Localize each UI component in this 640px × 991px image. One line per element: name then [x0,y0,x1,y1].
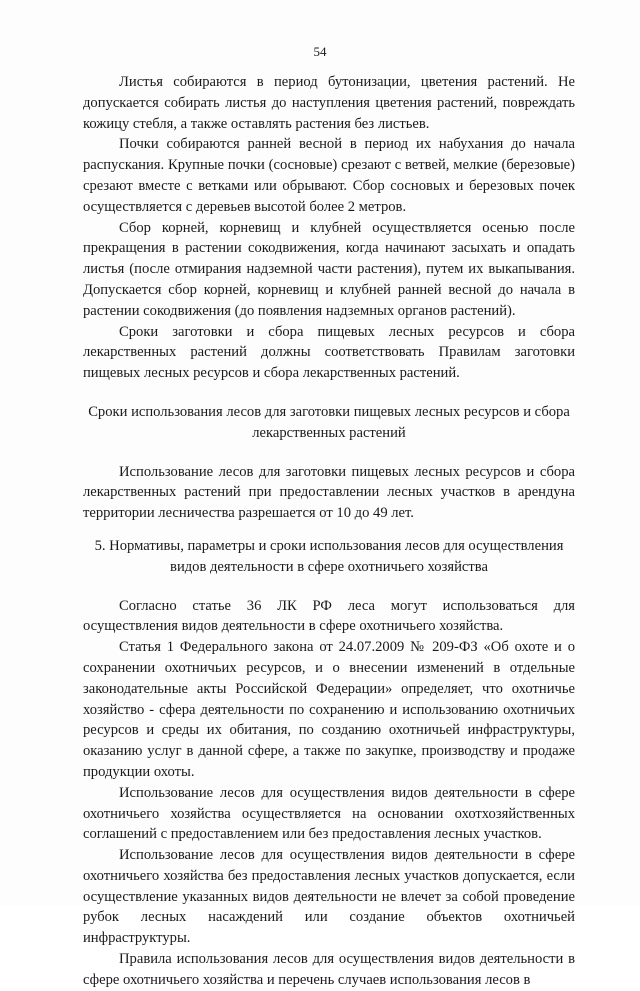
paragraph-usage-rules: Правила использования лесов для осуществления видов деятельности в сфере охотничьего хозяйства и перечень случаев использования лесов в [83,951,575,988]
paragraph-roots-collection: Сбор корней, корневищ и клубней осуществляется осенью после прекращения в растении сокодвижения, когда начинают засыхать и опадать листья (после отмирания надземной части растения), путем их выкапывания. Допускается сбор корней, корневищ и клубней ранней весной до начала в растении сокодвижения (до появления надземных органов растений). [83,219,575,319]
section-heading-usage-terms: Сроки использования лесов для заготовки пищевых лесных ресурсов и сбора лекарственных растений [88,403,570,441]
paragraph-hunting-agreements: Использование лесов для осуществления видов деятельности в сфере охотничьего хозяйства осуществляется на основании охотхозяйственных соглашений с предоставлением или без предоставления лесных участков. [83,784,575,843]
paragraph-harvest-terms: Сроки заготовки и сбора пищевых лесных ресурсов и сбора лекарственных растений должны соответствовать Правилам заготовки пищевых лесных ресурсов и сбора лекарственных растений. [83,323,575,382]
paragraph-buds-collection: Почки собираются ранней весной в период их набухания до начала распускания. Крупные почки (сосновые) срезают с ветвей, мелкие (березовые) срезают вместе с ветками или обрывают. Сбор сосновых и березовых почек осуществляется с деревьев высотой более 2 метров. [83,136,575,215]
paragraph-without-land-plots: Использование лесов для осуществления видов деятельности в сфере охотничьего хозяйства без предоставления лесных участков допускается, если осуществление указанных видов деятельности не влечет за собой проведение рубок лесных насаждений или создание объектов охотничьей инфраструктуры. [83,847,575,947]
paragraph-federal-law: Статья 1 Федерального закона от 24.07.2009 № 209-ФЗ «Об охоте и о сохранении охотничьих ресурсов, и о внесении изменений в отдельные законодательные акты Российской Федерации» определяет, что охотничье хозяйство - сфера деятельности по сохранению и использованию охотничьих ресурсов и среды их обитания, по созданию охотничьей инфраструктуры, оказанию услуг в данной сфере, а также по закупке, производству и продаже продукции охоты. [83,639,575,780]
page-number: 54 [313,44,327,59]
paragraph-article-36: Согласно статье 36 ЛК РФ леса могут использоваться для осуществления видов деятельности в сфере охотничьего хозяйства. [83,597,575,635]
paragraph-lease-period: Использование лесов для заготовки пищевых лесных ресурсов и сбора лекарственных растений при предоставлении лесных участков в арендуна территории лесничества разрешается от 10 до 49 лет. [83,463,575,522]
section-heading-hunting: 5. Нормативы, параметры и сроки использования лесов для осуществления видов деятельности в сфере охотничьего хозяйства [94,537,564,575]
paragraph-leaves-collection: Листья собираются в период бутонизации, цветения растений. Не допускается собирать листья до наступления цветения растений, повреждать кожицу стебля, а также оставлять растения без листьев. [83,74,575,132]
document-body [83,72,575,991]
